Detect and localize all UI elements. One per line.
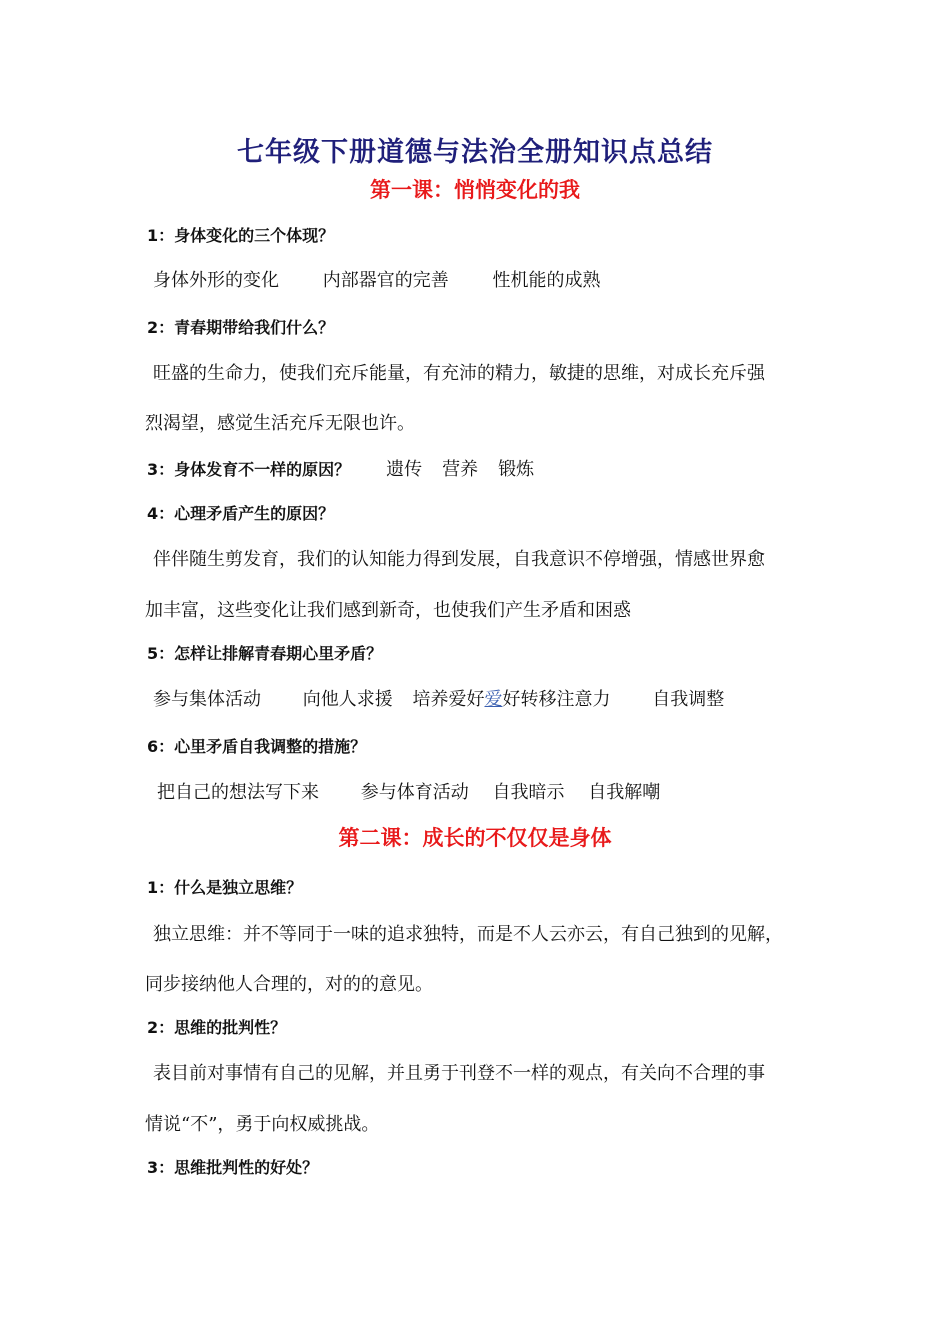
document-title: 七年级下册道德与法治全册知识点总结 (237, 137, 713, 168)
answer-1-6 (157, 778, 660, 804)
answer-item: 自我调整 (652, 689, 725, 710)
answer-1-4-line-2: 加丰富，这些变化让我们感到新奇，也使我们产生矛盾和困惑 (145, 600, 631, 621)
answer-1-2-line-1: 旺盛的生命力，使我们充斥能量，有充沛的精力，敏捷的思维，对成长充斥强 (153, 363, 765, 384)
answer-2-2-line-2: 情说“不”，勇于向权威挑战。 (145, 1114, 380, 1135)
answer-2-2-line-1: 表目前对事情有自己的见解，并且勇于刊登不一样的观点，有关向不合理的事 (153, 1063, 765, 1084)
lesson-2-heading: 第二课：成长的不仅仅是身体 (338, 826, 612, 850)
answer-item: 锻炼 (498, 459, 535, 480)
hyperlink-text[interactable]: 爱 (484, 689, 503, 710)
answer-item: 参与体育活动 (360, 782, 469, 803)
question-1-1: 1：身体变化的三个体现？ (147, 226, 335, 245)
answer-item: 营养 (442, 459, 479, 480)
answer-item: 把自己的想法写下来 (157, 782, 319, 803)
question-2-1: 1：什么是独立思维？ (147, 878, 303, 897)
answer-2-1-line-2: 同步接纳他人合理的，对的的意见。 (145, 974, 433, 995)
question-2-2: 2：思维的批判性？ (147, 1018, 287, 1037)
question-1-2: 2：青春期带给我们什么？ (147, 318, 335, 337)
answer-item: 自我暗示 (492, 782, 565, 803)
answer-1-2-line-2: 烈渴望，感觉生活充斥无限也许。 (145, 413, 415, 434)
question-1-3 (147, 455, 534, 481)
question-1-6: 6：心里矛盾自我调整的措施？ (147, 737, 367, 756)
answer-item: 培养爱好爱好转移注意力 (412, 685, 610, 711)
answer-item: 参与集体活动 (153, 689, 261, 710)
question-1-5: 5：怎样让排解青春期心里矛盾？ (147, 644, 383, 663)
lesson-1-heading: 第一课：悄悄变化的我 (370, 178, 580, 202)
answer-1-5 (153, 685, 724, 711)
answer-2-1-line-1: 独立思维：并不等同于一味的追求独特，而是不人云亦云，有自己独到的见解， (153, 924, 783, 945)
answer-item: 遗传 (386, 459, 423, 480)
question-1-4: 4：心理矛盾产生的原因？ (147, 504, 335, 523)
question-text: 3：身体发育不一样的原因？ (147, 460, 351, 479)
answer-1-4-line-1: 伴伴随生剪发育，我们的认知能力得到发展，自我意识不停增强，情感世界愈 (153, 549, 765, 570)
answer-item: 自我解嘲 (588, 782, 661, 803)
answer-1-1 (153, 266, 600, 292)
answer-item: 性机能的成熟 (492, 270, 601, 291)
question-2-3: 3：思维批判性的好处？ (147, 1158, 319, 1177)
answer-item: 身体外形的变化 (153, 270, 279, 291)
answer-item: 内部器官的完善 (322, 270, 449, 291)
answer-item: 向他人求援 (302, 689, 393, 710)
